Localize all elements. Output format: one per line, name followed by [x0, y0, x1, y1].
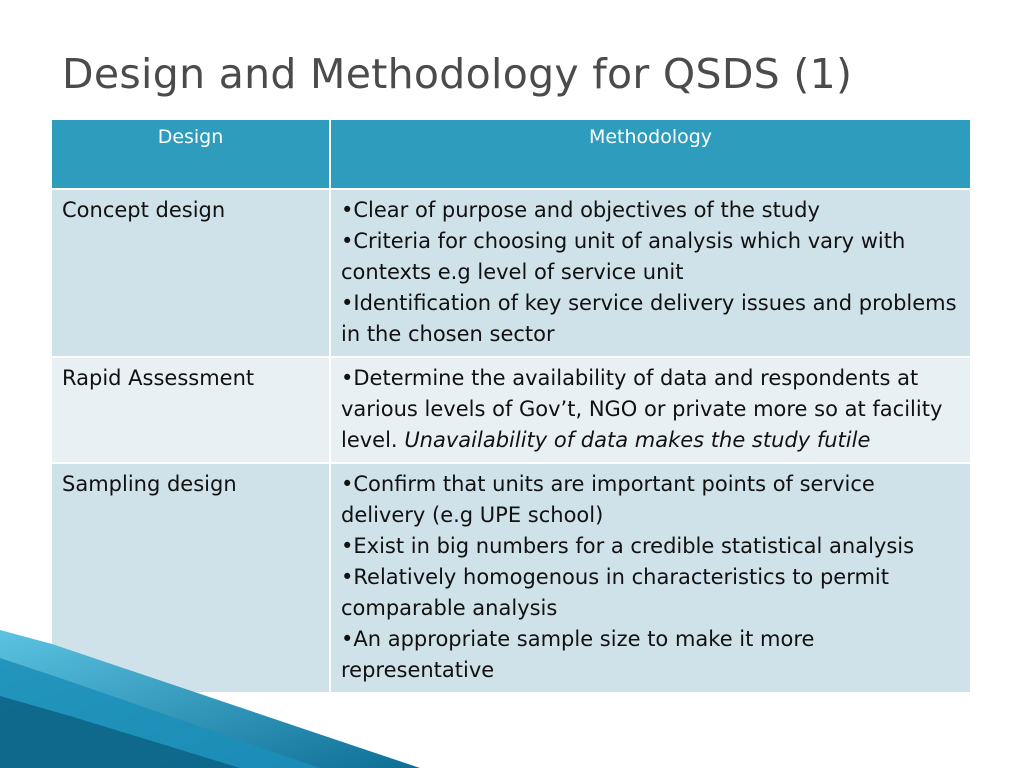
header-design: Design	[51, 119, 330, 189]
methodology-item: •Criteria for choosing unit of analysis which vary with contexts e.g level of service unit	[341, 229, 906, 284]
methodology-item: •Exist in big numbers for a credible statistical analysis	[341, 534, 915, 558]
header-methodology: Methodology	[330, 119, 971, 189]
design-methodology-table	[50, 118, 972, 694]
design-cell: Rapid Assessment	[51, 357, 330, 463]
methodology-item: •Determine the availability of data and respondents at various levels of Gov’t, NGO or private more so at facility level.	[341, 366, 943, 452]
table-header-row	[51, 119, 971, 189]
table-row	[51, 189, 971, 357]
table-row	[51, 357, 971, 463]
methodology-item: •Identification of key service delivery issues and problems in the chosen sector	[341, 291, 957, 346]
decorative-wave-graphic	[0, 618, 420, 768]
methodology-item: •Clear of purpose and objectives of the study	[341, 198, 820, 222]
emphasis-note: Unavailability of data makes the study futile	[404, 428, 871, 452]
design-cell: Concept design	[51, 189, 330, 357]
methodology-item: •Confirm that units are important points of service delivery (e.g UPE school)	[341, 472, 875, 527]
methodology-cell	[330, 189, 971, 357]
design-cell: Sampling design	[51, 463, 330, 693]
methodology-item: •Relatively homogenous in characteristics to permit comparable analysis	[341, 565, 889, 620]
methodology-cell	[330, 463, 971, 693]
slide-title: Design and Methodology for QSDS (1)	[62, 50, 853, 98]
methodology-item: •An appropriate sample size to make it more representative	[341, 627, 815, 682]
methodology-cell	[330, 357, 971, 463]
